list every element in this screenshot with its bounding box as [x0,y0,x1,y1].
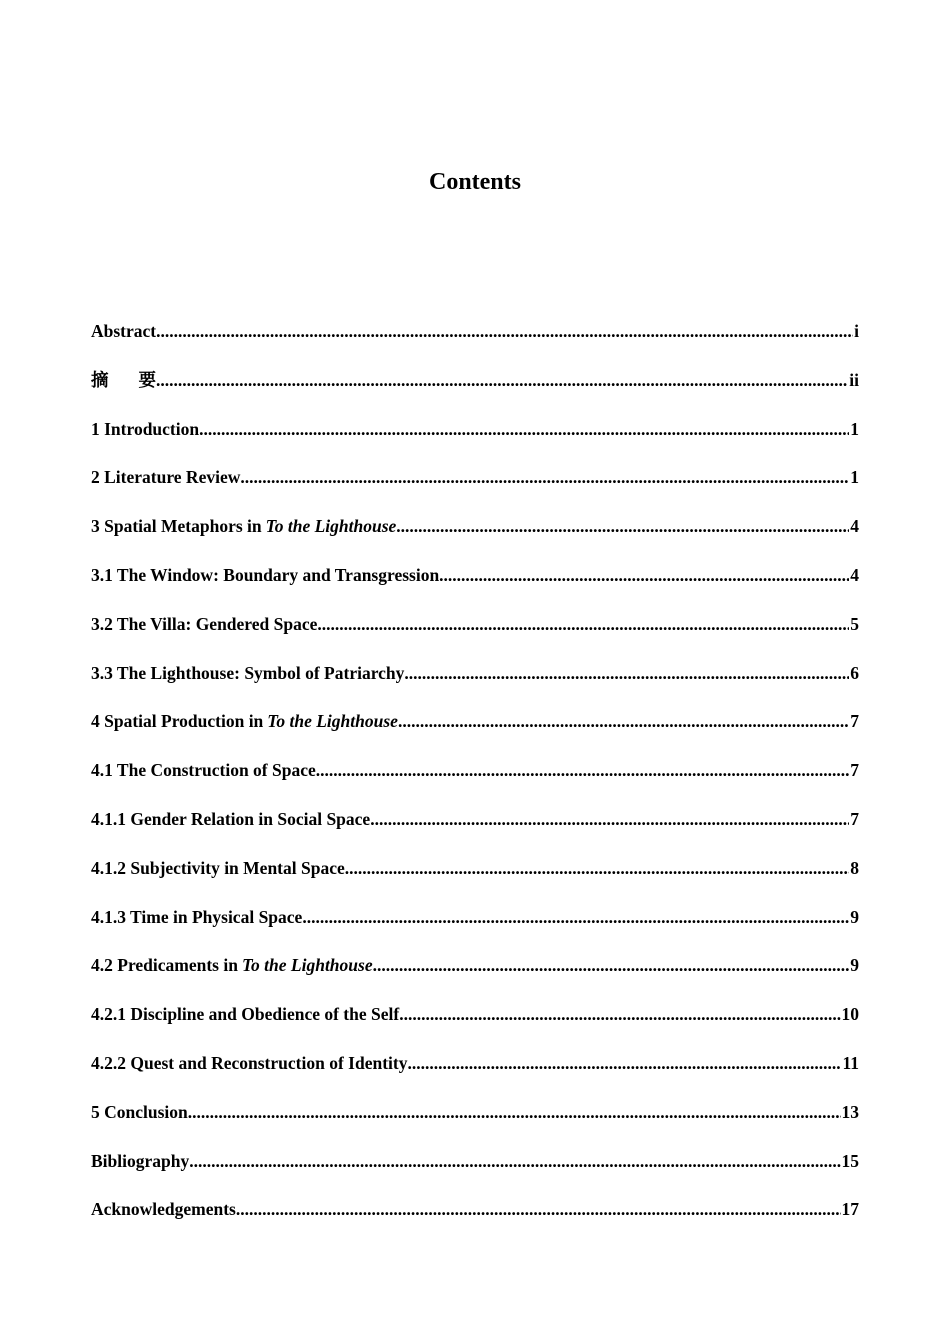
toc-entry-subjectivity[interactable] [91,855,859,904]
toc-entry-page: 5 [850,613,859,634]
dot-leader [189,1148,840,1174]
toc-entry-page: 6 [850,662,859,683]
toc-entry-construction-of-space[interactable] [91,757,859,806]
toc-entry-label: 4 Spatial Production in [91,711,264,732]
toc-entry-discipline[interactable] [91,1001,859,1050]
dot-leader [407,1050,841,1076]
toc-entry-label: 3.2 The Villa: Gendered Space [91,613,318,634]
toc-entry-label: 3.1 The Window: Boundary and Transgression [91,564,440,585]
toc-entry-label [91,367,156,393]
toc-entry-label: Bibliography [91,1150,190,1171]
toc-entry-label: 3 Spatial Metaphors in [91,516,262,537]
dot-leader [188,1099,841,1125]
toc-entry-book-title: To the Lighthouse [265,516,397,537]
toc-entry-label: 1 Introduction [91,418,200,439]
toc-entry-acknowledgements[interactable] [91,1196,859,1245]
toc-entry-quest-identity[interactable] [91,1050,859,1099]
toc-entry-label: 4.1.3 Time in Physical Space [91,906,303,927]
toc-entry-label: 4.1.2 Subjectivity in Mental Space [91,857,345,878]
toc-entry-predicaments[interactable] [91,952,859,1001]
toc-entry-page: ii [849,369,859,390]
toc-entry-page: 4 [850,564,859,585]
toc-entry-label: 4.2.1 Discipline and Obedience of the Self [91,1004,400,1025]
toc-entry-chinese-abstract[interactable] [91,367,859,416]
toc-entry-label: Abstract [91,321,157,341]
dot-leader [439,562,849,588]
toc-entry-introduction[interactable] [91,416,859,465]
toc-entry-label-char: 摘 [91,369,109,390]
toc-entry-label: 3.3 The Lighthouse: Symbol of Patriarchy [91,662,405,683]
toc-entry-spatial-production[interactable] [91,708,859,757]
toc-entry-villa[interactable] [91,611,859,660]
dot-leader [302,904,849,930]
dot-leader [156,318,853,344]
toc-entry-book-title: To the Lighthouse [267,711,398,732]
toc-entry-page: i [854,321,859,341]
toc-entry-page: 1 [850,418,859,439]
toc-entry-window[interactable] [91,562,859,611]
dot-leader [373,952,850,978]
dot-leader [199,416,849,442]
toc-entry-page: 9 [850,906,859,927]
toc-entry-label: 5 Conclusion [91,1101,188,1122]
toc-entry-page: 1 [850,467,859,488]
toc-entry-page: 4 [850,516,859,537]
toc-entry-literature-review[interactable] [91,464,859,513]
dot-leader [398,708,849,734]
table-of-contents [91,318,859,1245]
toc-entry-page: 9 [850,955,859,976]
page-title: Contents [428,169,521,195]
dot-leader [370,806,849,832]
toc-entry-book-title: To the Lighthouse [241,955,373,976]
toc-entry-page: 7 [850,760,859,781]
dot-leader [399,1001,840,1027]
toc-entry-bibliography[interactable] [91,1148,859,1197]
dot-leader [404,660,849,686]
toc-entry-gender-relation[interactable] [91,806,859,855]
toc-entry-page: 13 [841,1101,859,1122]
toc-entry-page: 10 [841,1004,859,1025]
toc-entry-page: 7 [850,711,859,732]
toc-entry-page: 8 [850,857,859,878]
dot-leader [396,513,849,539]
dot-leader [240,464,849,490]
toc-entry-label: 4.1 The Construction of Space [91,760,316,781]
toc-entry-label: 2 Literature Review [91,467,241,488]
dot-leader [156,367,848,393]
dot-leader [236,1196,841,1222]
toc-entry-abstract[interactable] [91,318,859,367]
toc-entry-label: Acknowledgements [91,1199,236,1220]
dot-leader [345,855,850,881]
toc-entry-spatial-metaphors[interactable] [91,513,859,562]
toc-entry-page: 17 [841,1199,859,1220]
dot-leader [317,611,849,637]
toc-entry-label: 4.1.1 Gender Relation in Social Space [91,808,371,829]
toc-entry-page: 15 [841,1150,859,1171]
dot-leader [316,757,849,783]
toc-entry-label: 4.2.2 Quest and Reconstruction of Identity [91,1052,408,1073]
toc-entry-conclusion[interactable] [91,1099,859,1148]
toc-entry-time-physical-space[interactable] [91,904,859,953]
toc-entry-lighthouse[interactable] [91,660,859,709]
toc-entry-label-char: 要 [138,369,156,390]
toc-entry-page: 11 [842,1052,859,1073]
toc-entry-label: 4.2 Predicaments in [91,955,238,976]
toc-entry-page: 7 [850,808,859,829]
